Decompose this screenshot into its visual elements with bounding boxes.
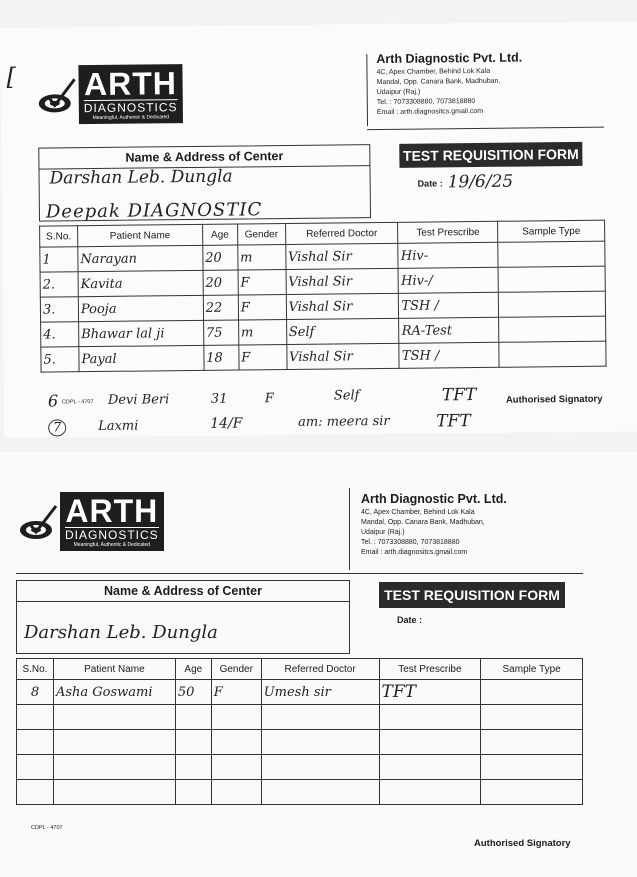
- table-header-row: [17, 659, 583, 680]
- cell-gender: F: [211, 680, 261, 705]
- patient-table-top: [39, 220, 607, 373]
- company-address-3: Udaipur (Raj.): [361, 529, 405, 536]
- cell-doctor: Vishal Sir: [286, 268, 399, 294]
- center-name-handwritten: Darshan Leb. Dungla: [49, 166, 233, 189]
- cell-test: Hiv-: [398, 242, 498, 268]
- company-info: [361, 490, 507, 558]
- company-address-1: 4C, Apex Chamber, Behind Lok Kala: [361, 509, 475, 516]
- patient-table-bottom: [16, 658, 583, 805]
- cell-sno: 1: [40, 247, 78, 272]
- target-check-icon: [37, 77, 73, 113]
- company-name: Arth Diagnostic Pvt. Ltd.: [376, 50, 523, 67]
- form-title: TEST REQUISITION FORM: [399, 142, 582, 168]
- company-email: Email : arth.diagnositcs.gmail.com: [376, 107, 484, 117]
- cell-age: 20: [203, 245, 238, 270]
- table-row: [17, 755, 583, 780]
- cell-patient-name: Asha Goswami: [53, 680, 175, 705]
- logo-box: [60, 492, 164, 551]
- cell-doctor: Self: [286, 318, 399, 344]
- target-check-icon: [18, 504, 54, 540]
- col-referred-doctor: Referred Doctor: [261, 659, 379, 680]
- extra-test: TFT: [441, 385, 477, 406]
- margin-mark: [: [6, 62, 17, 91]
- table-row: [17, 730, 583, 755]
- form-title: TEST REQUISITION FORM: [379, 582, 565, 608]
- logo-box: [78, 64, 182, 124]
- cell-age: 75: [203, 320, 238, 345]
- cell-test: [379, 780, 481, 805]
- cell-test: RA-Test: [399, 317, 499, 343]
- cell-sno: 3.: [40, 297, 78, 322]
- cell-sno: 5.: [41, 347, 79, 372]
- cell-doctor: Umesh sir: [261, 680, 379, 705]
- cell-doctor: [261, 755, 379, 780]
- cell-age: [175, 755, 211, 780]
- date-label: Date :: [397, 615, 423, 625]
- cell-patient-name: [53, 780, 175, 805]
- company-logo: [18, 492, 164, 551]
- extra-gender: F: [264, 391, 275, 407]
- cell-age: 20: [203, 270, 238, 295]
- cell-sample: [481, 705, 583, 730]
- cell-gender: [211, 755, 261, 780]
- company-address-2: Mandal, Opp. Canara Bank, Madhuban,: [361, 519, 485, 526]
- col-test-prescribe: Test Prescribe: [379, 659, 481, 680]
- cell-sno: [17, 730, 54, 755]
- cell-gender: m: [238, 320, 286, 346]
- company-address-2: Mandal, Opp. Canara Bank, Madhuban,: [376, 77, 501, 87]
- table-row: [17, 705, 583, 730]
- cell-gender: [211, 780, 261, 805]
- col-sample-type: Sample Type: [498, 220, 605, 242]
- requisition-form-bottom: [0, 452, 637, 877]
- col-age: Age: [175, 659, 211, 680]
- company-tel: Tel. : 7073308880, 7073818880: [361, 539, 460, 546]
- cell-sample: [499, 341, 606, 367]
- col-sample-type: Sample Type: [481, 659, 583, 680]
- extra-doctor: am: meera sir: [298, 413, 390, 430]
- logo-sub-text: DIAGNOSTICS: [65, 528, 159, 542]
- cell-gender: F: [239, 345, 287, 371]
- cell-doctor: Vishal Sir: [286, 343, 399, 369]
- extra-age: 31: [210, 391, 228, 407]
- col-patient-name: Patient Name: [78, 224, 203, 246]
- cell-gender: [211, 730, 261, 755]
- cell-gender: [211, 705, 261, 730]
- cell-sno: 2.: [40, 272, 78, 297]
- extra-patient-name: Devi Beri: [107, 392, 170, 408]
- cell-sample: [481, 730, 583, 755]
- cell-patient-name: Narayan: [78, 245, 203, 271]
- table-row: [17, 680, 583, 705]
- center-name-handwritten: Darshan Leb. Dungla: [24, 622, 218, 643]
- cell-sno: 4.: [41, 322, 79, 347]
- cell-sample: [481, 680, 583, 705]
- cell-age: 22: [203, 295, 238, 320]
- cell-test: TSH /: [399, 292, 499, 318]
- cell-sample: [498, 241, 605, 267]
- table-row: [41, 341, 606, 372]
- logo-main-text: ARTH: [83, 65, 178, 103]
- cell-test: Hiv-/: [399, 267, 499, 293]
- authorised-signatory-top: Authorised Signatory: [505, 393, 603, 406]
- company-info: [376, 49, 523, 119]
- cell-patient-name: Bhawar lal ji: [79, 320, 204, 346]
- cell-sample: [499, 316, 606, 342]
- logo-main-text: ARTH: [65, 493, 159, 529]
- extra-test: TFT: [436, 411, 471, 432]
- date-value: 19/6/25: [447, 171, 514, 193]
- extra-age: 14/F: [210, 415, 243, 432]
- cell-age: 50: [175, 680, 211, 705]
- cell-doctor: [261, 780, 379, 805]
- cell-sample: [481, 780, 583, 805]
- form-code: CDPL - 4707: [61, 399, 94, 406]
- center-name-2-handwritten: Deepak DIAGNOSTIC: [45, 199, 263, 223]
- extra-sno: 6: [47, 391, 59, 411]
- cell-sno: [17, 755, 54, 780]
- cell-gender: m: [238, 245, 286, 271]
- cell-age: 18: [204, 345, 239, 370]
- col-age: Age: [202, 224, 237, 245]
- col-referred-doctor: Referred Doctor: [285, 222, 398, 244]
- col-sno: S.No.: [40, 226, 78, 247]
- header-rule: [16, 573, 583, 574]
- cell-sno: 8: [17, 680, 54, 705]
- extra-patient-name: Laxmi: [98, 418, 139, 434]
- extra-sno: 7: [48, 419, 66, 436]
- company-logo: [36, 64, 182, 125]
- form-code: CDPL - 4707: [31, 825, 63, 831]
- cell-patient-name: [53, 730, 175, 755]
- header-divider: [349, 488, 350, 570]
- company-email: Email : arth.diagnositcs.gmail.com: [361, 549, 468, 556]
- date-label: Date :: [417, 178, 443, 189]
- company-name: Arth Diagnostic Pvt. Ltd.: [361, 492, 507, 506]
- cell-patient-name: [53, 755, 175, 780]
- logo-sub-text: DIAGNOSTICS: [83, 100, 178, 116]
- cell-test: TFT: [379, 680, 481, 705]
- table-row: [17, 780, 583, 805]
- company-address-1: 4C, Apex Chamber, Behind Lok Kala: [376, 67, 491, 77]
- cell-doctor: Vishal Sir: [285, 243, 398, 269]
- cell-patient-name: [53, 705, 175, 730]
- cell-patient-name: Pooja: [78, 295, 203, 321]
- cell-doctor: [261, 705, 379, 730]
- center-label: Name & Address of Center: [39, 145, 369, 169]
- cell-age: [175, 780, 211, 805]
- requisition-form-top: [0, 21, 637, 438]
- cell-test: [379, 705, 481, 730]
- authorised-signatory-bottom: Authorised Signatory: [474, 838, 571, 849]
- cell-doctor: Vishal Sir: [286, 293, 399, 319]
- cell-patient-name: Payal: [79, 345, 204, 371]
- col-gender: Gender: [237, 224, 285, 246]
- cell-sample: [481, 755, 583, 780]
- company-tel: Tel. : 7073308880, 7073818880: [376, 98, 476, 107]
- cell-gender: F: [238, 295, 286, 321]
- cell-age: [175, 705, 211, 730]
- cell-test: [379, 730, 481, 755]
- cell-patient-name: Kavita: [78, 270, 203, 296]
- cell-sno: [17, 705, 54, 730]
- cell-gender: F: [238, 270, 286, 296]
- header-rule: [367, 127, 604, 130]
- cell-doctor: [261, 730, 379, 755]
- logo-tagline: Meaningful, Authentic & Dedicated: [92, 114, 170, 122]
- cell-age: [175, 730, 211, 755]
- cell-test: [379, 755, 481, 780]
- company-address-3: Udaipur (Raj.): [376, 88, 421, 97]
- cell-sample: [498, 266, 605, 292]
- header-divider: [366, 54, 368, 126]
- cell-test: TSH /: [399, 342, 499, 368]
- col-sno: S.No.: [17, 659, 54, 680]
- col-patient-name: Patient Name: [53, 659, 175, 680]
- col-gender: Gender: [211, 659, 261, 680]
- logo-tagline: Meaningful, Authentic & Dedicated: [73, 542, 151, 548]
- extra-doctor: Self: [333, 388, 360, 404]
- cell-sno: [17, 780, 54, 805]
- col-test-prescribe: Test Prescribe: [398, 221, 498, 243]
- cell-sample: [499, 291, 606, 317]
- center-label: Name & Address of Center: [17, 581, 349, 602]
